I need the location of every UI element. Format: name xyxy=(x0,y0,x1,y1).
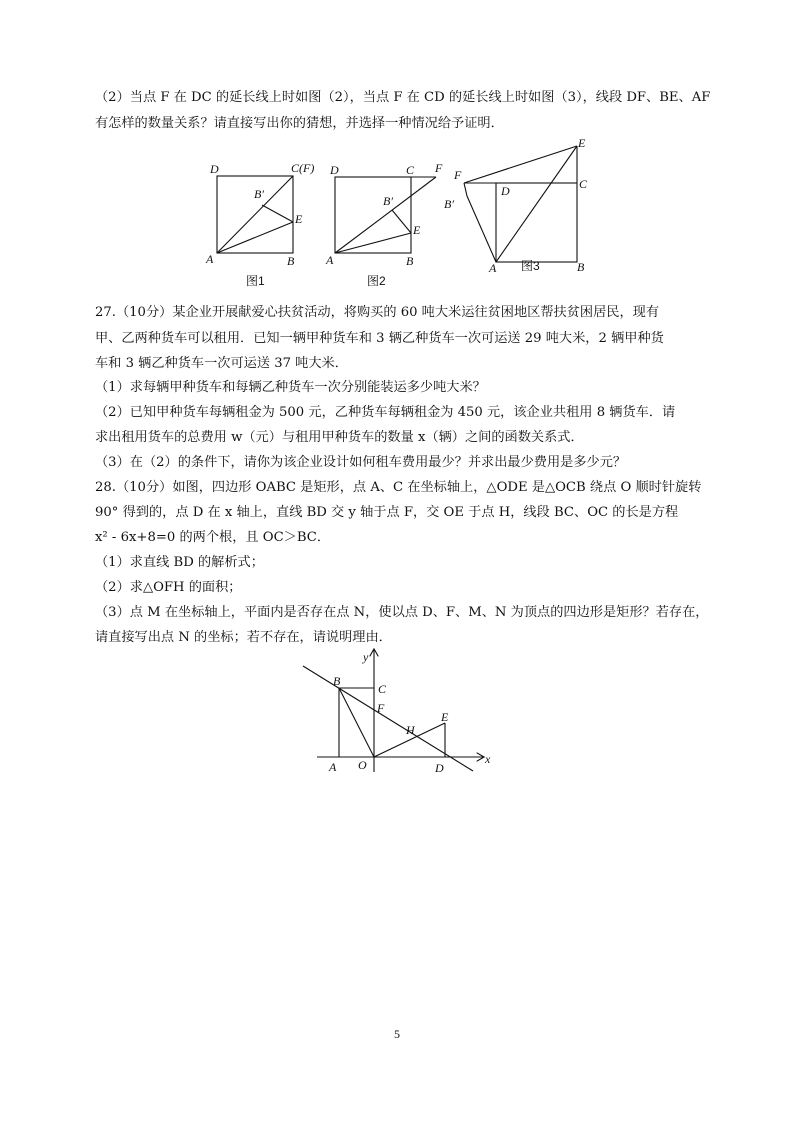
q27-line-1: 27.（10分）某企业开展献爱心扶贫活动，将购买的 60 吨大米运往贫困地区帮扶贫困居民，现有 xyxy=(95,305,660,320)
q27-part-1: （1）求每辆甲种货车和每辆乙种货车一次分别能装运多少吨大米？ xyxy=(95,380,486,395)
fig4-label-f: F xyxy=(377,701,385,715)
q28-part-3-line-2: 请直接写出点 N 的坐标；若不存在，请说明理由． xyxy=(95,630,392,645)
q27-part-2-line-2: 求出租用货车的总费用 w（元）与租用甲种货车的数量 x（辆）之间的函数关系式． xyxy=(95,430,584,445)
fig3-label-e: E xyxy=(578,136,586,150)
fig3-caption: 图3 xyxy=(521,259,540,273)
fig2-label-f: F xyxy=(435,161,443,175)
q28-line-2: 90° 得到的，点 D 在 x 轴上，直线 BD 交 y 轴于点 F，交 OE 于点 H，线段 BC、OC 的长是方程 xyxy=(95,505,679,520)
figure-4-coordinate-diagram xyxy=(295,645,505,780)
fig2-label-a: A xyxy=(326,253,334,267)
q27-line-2: 甲、乙两种货车可以租用．已知一辆甲种货车和 3 辆乙种货车一次可运送 29 吨大米，2 辆甲种货 xyxy=(95,331,664,346)
fig4-label-a: A xyxy=(329,760,337,774)
fig4-label-d: D xyxy=(435,761,444,775)
fig4-label-c: C xyxy=(378,682,387,696)
fig2-label-d: D xyxy=(330,163,339,177)
fig1-label-e: E xyxy=(295,212,303,226)
fig3-label-f: F xyxy=(454,168,462,182)
q28-line-1: 28.（10分）如图，四边形 OABC 是矩形，点 A、C 在坐标轴上，△ODE 是△OCB 绕点 O 顺时针旋转 xyxy=(95,480,702,495)
fig4-label-o: O xyxy=(358,758,367,772)
q26-line-2: 有怎样的数量关系？请直接写出你的猜想，并选择一种情况给予证明． xyxy=(95,116,504,131)
fig1-label-d: D xyxy=(210,162,219,176)
fig2-label-e: E xyxy=(413,223,421,237)
fig2-label-bprime: B′ xyxy=(383,194,393,208)
fig1-label-b: B xyxy=(287,254,295,268)
q28-part-2: （2）求△OFH 的面积； xyxy=(95,580,242,595)
fig3-label-bprime: B′ xyxy=(444,197,454,211)
page-number: 5 xyxy=(394,1027,400,1041)
fig2-label-b: B xyxy=(406,254,414,268)
figure-1 xyxy=(200,155,330,290)
fig3-label-c: C xyxy=(579,177,588,191)
q26-line-1: （2）当点 F 在 DC 的延长线上时如图（2），当点 F 在 CD 的延长线上时如图（3），线段 DF、BE、AF xyxy=(95,90,711,105)
fig4-label-e: E xyxy=(441,710,449,724)
fig2-caption: 图2 xyxy=(367,274,386,288)
fig4-label-x: x xyxy=(485,752,491,766)
fig4-label-h: H xyxy=(406,723,415,737)
fig4-label-b: B xyxy=(333,674,341,688)
q28-part-3-line-1: （3）点 M 在坐标轴上，平面内是否存在点 N，使以点 D、F、M、N 为顶点的四边形是矩形？若存在， xyxy=(95,605,709,620)
figure-3 xyxy=(440,135,600,275)
fig3-label-b: B xyxy=(577,260,585,274)
fig1-label-bprime: B′ xyxy=(254,187,264,201)
q28-part-1: （1）求直线 BD 的解析式； xyxy=(95,555,264,570)
q27-part-3: （3）在（2）的条件下，请你为该企业设计如何租车费用最少？并求出最少费用是多少元？ xyxy=(95,455,627,470)
q27-line-3: 车和 3 辆乙种货车一次可运送 37 吨大米． xyxy=(95,356,348,371)
fig2-label-c: C xyxy=(406,163,415,177)
q28-line-3: x² - 6x+8=0 的两个根，且 OC＞BC． xyxy=(95,530,331,545)
fig4-label-y: y xyxy=(363,650,369,664)
fig1-caption: 图1 xyxy=(246,274,265,288)
fig3-label-a: A xyxy=(489,261,497,275)
fig3-label-d: D xyxy=(501,184,510,198)
fig1-label-cf: C(F) xyxy=(291,161,315,175)
q27-part-2-line-1: （2）已知甲种货车每辆租金为 500 元，乙种货车每辆租金为 450 元，该企业共租用 8 辆货车．请 xyxy=(95,405,676,420)
fig1-label-a: A xyxy=(206,252,214,266)
